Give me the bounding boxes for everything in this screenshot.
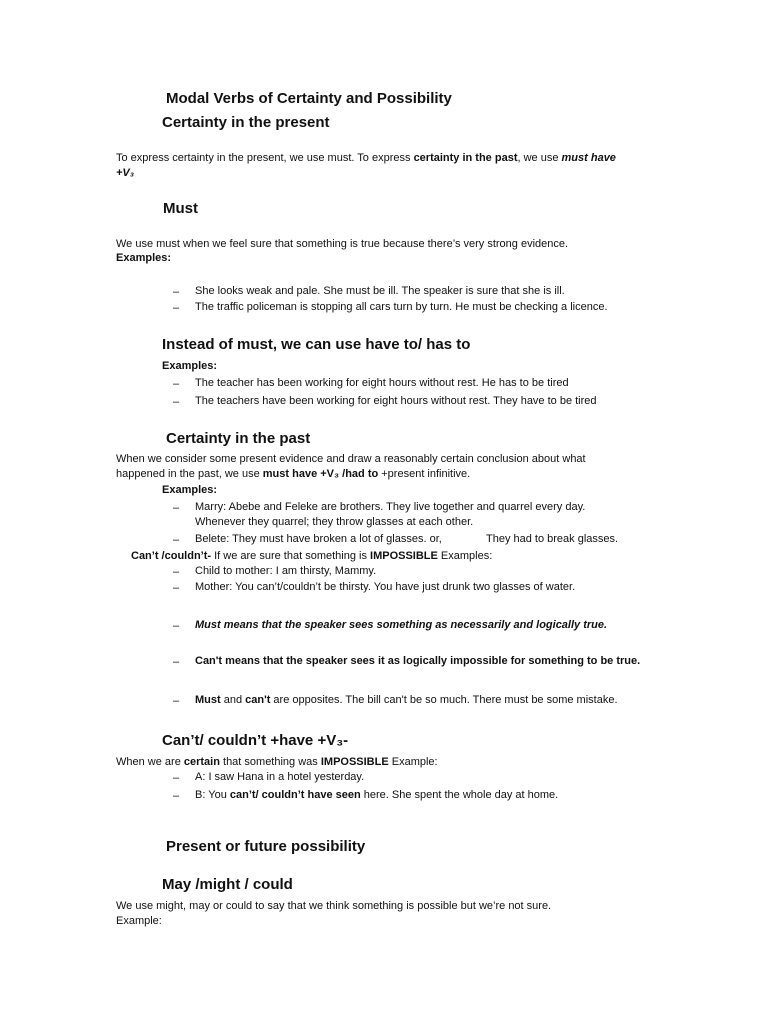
- heading-must: Must: [163, 200, 198, 217]
- bullet: –: [173, 772, 180, 784]
- bullet: –: [173, 620, 180, 632]
- bullet: –: [173, 378, 180, 390]
- paragraph-certainty-past: When we consider some present evidence and draw a reasonably certain conclusion about what: [116, 453, 586, 465]
- paragraph-must: We use must when we feel sure that something is true because there’s very strong evidence.: [116, 238, 569, 250]
- list-item: The teachers have been working for eight hours without rest. They have to be tired: [195, 395, 597, 407]
- list-item-right: They had to break glasses.: [486, 533, 619, 545]
- examples-label: Examples:: [162, 484, 218, 496]
- list-item: Marry: Abebe and Feleke are brothers. They live together and quarrel every day.: [195, 501, 586, 513]
- list-item: B: You can’t/ couldn’t have seen here. She spent the whole day at home.: [195, 789, 559, 801]
- heading-cant-have: Can’t/ couldn’t +have +V₃-: [162, 732, 349, 749]
- heading-possibility: Present or future possibility: [166, 838, 366, 855]
- page-title: Modal Verbs of Certainty and Possibility: [166, 90, 452, 107]
- bullet: –: [173, 566, 180, 578]
- list-item: The teacher has been working for eight hours without rest. He has to be tired: [195, 377, 569, 389]
- paragraph-certainty-present-cont: +V₃: [116, 167, 135, 179]
- bullet: –: [173, 695, 180, 707]
- list-item: Mother: You can’t/couldn’t be thirsty. You have just drunk two glasses of water.: [195, 581, 576, 593]
- list-item: She looks weak and pale. She must be ill. The speaker is sure that she is ill.: [195, 285, 565, 297]
- list-item: Child to mother: I am thirsty, Mammy.: [195, 565, 377, 577]
- cant-couldnt-line: Can’t /couldn’t- If we are sure that something is IMPOSSIBLE Examples:: [131, 550, 493, 562]
- list-item: Belete: They must have broken a lot of glasses. or,: [195, 533, 442, 545]
- paragraph-certainty-present: To express certainty in the present, we use must. To express certainty in the past, we use must have: [116, 152, 616, 164]
- list-item: A: I saw Hana in a hotel yesterday.: [195, 771, 365, 783]
- heading-have-to: Instead of must, we can use have to/ has to: [162, 336, 471, 353]
- list-item: Must means that the speaker sees something as necessarily and logically true.: [195, 619, 608, 631]
- heading-certainty-past: Certainty in the past: [166, 430, 311, 447]
- examples-label: Examples:: [116, 252, 172, 264]
- list-item-cont: Whenever they quarrel; they throw glasses at each other.: [195, 516, 474, 528]
- bullet: –: [173, 534, 180, 546]
- bullet: –: [173, 286, 180, 298]
- heading-may-might-could: May /might / could: [162, 876, 293, 893]
- heading-certainty-present: Certainty in the present: [162, 114, 330, 131]
- bullet: –: [173, 656, 180, 668]
- list-item: Must and can't are opposites. The bill can't be so much. There must be some mistake.: [195, 694, 618, 706]
- bullet: –: [173, 302, 180, 314]
- example-label: Example:: [116, 915, 162, 927]
- bullet: –: [173, 790, 180, 802]
- list-item: Can't means that the speaker sees it as logically impossible for something to be true.: [195, 655, 641, 667]
- bullet: –: [173, 582, 180, 594]
- paragraph-certainty-past-cont: happened in the past, we use must have +V₃ /had to +present infinitive.: [116, 468, 471, 480]
- list-item: The traffic policeman is stopping all cars turn by turn. He must be checking a licence.: [195, 301, 608, 313]
- bullet: –: [173, 396, 180, 408]
- examples-label: Examples:: [162, 360, 218, 372]
- paragraph-possibility: We use might, may or could to say that we think something is possible but we’re not sure.: [116, 900, 552, 912]
- bullet: –: [173, 502, 180, 514]
- paragraph-cant-have: When we are certain that something was IMPOSSIBLE Example:: [116, 756, 438, 768]
